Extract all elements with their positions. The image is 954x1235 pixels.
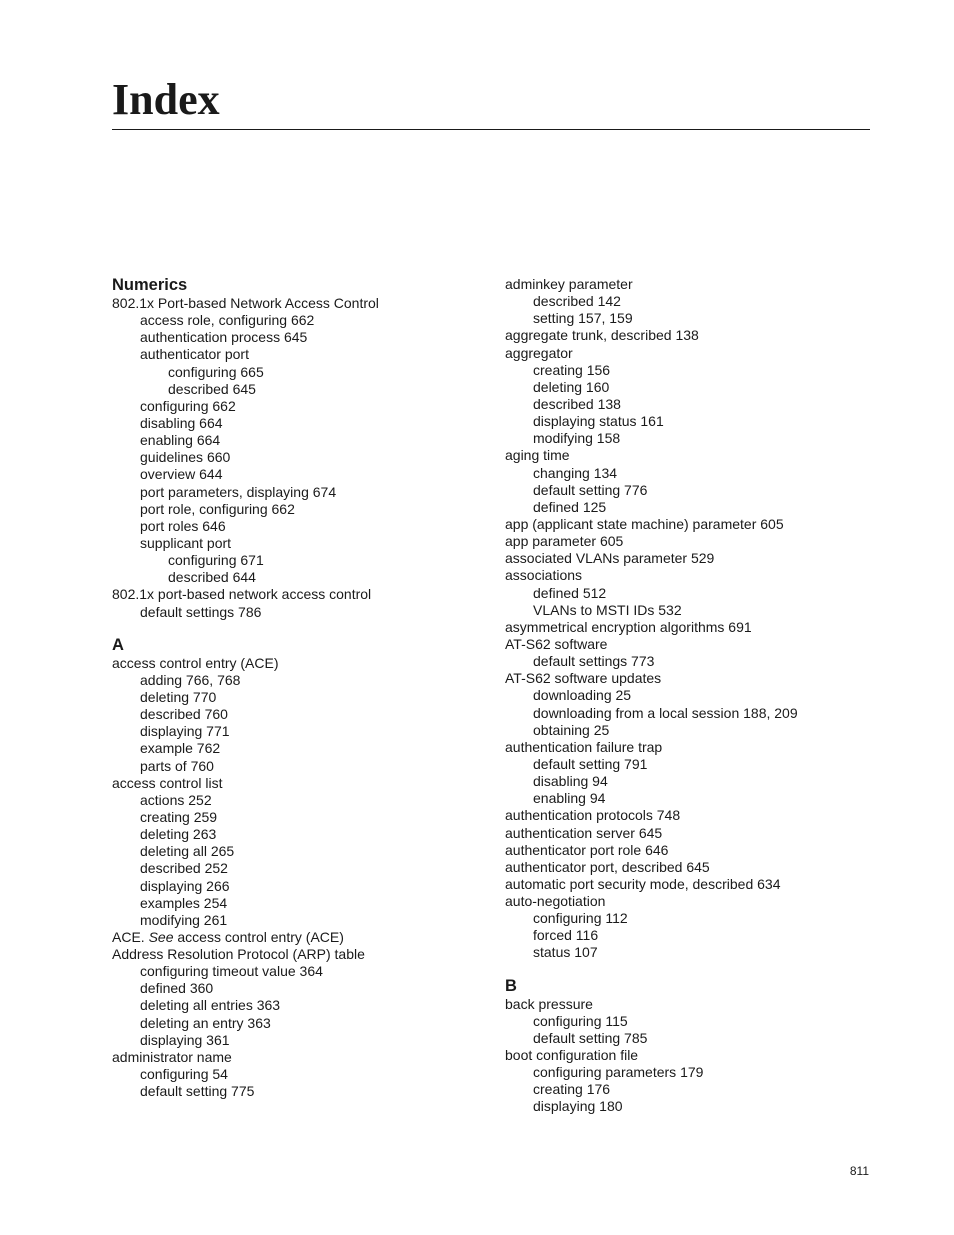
index-subentry: defined 360: [140, 980, 214, 997]
page-number: 811: [849, 1164, 869, 1178]
index-subentry: default setting 775: [140, 1083, 255, 1100]
index-subentry: setting 157, 159: [533, 310, 633, 327]
index-entry: asymmetrical encryption algorithms 691: [505, 618, 752, 635]
index-entry: authentication protocols 748: [505, 807, 681, 824]
index-subentry: deleting all 265: [140, 843, 235, 860]
index-subentry: example 762: [140, 740, 221, 757]
index-subentry: VLANs to MSTI IDs 532: [533, 601, 682, 618]
index-subentry: configuring 112: [533, 910, 628, 927]
index-entry: access control entry (ACE): [112, 654, 279, 671]
index-subentry: enabling 94: [533, 790, 606, 807]
index-subentry: configuring 665: [168, 363, 264, 380]
index-subentry: defined 512: [533, 584, 607, 601]
index-entry: auto-negotiation: [505, 893, 606, 910]
index-subentry: displaying 180: [533, 1098, 623, 1115]
index-subentry: modifying 158: [533, 430, 621, 447]
index-subentry: described 760: [140, 706, 228, 723]
index-entry: associations: [505, 567, 583, 584]
index-subentry: port roles 646: [140, 517, 226, 534]
index-subentry: changing 134: [533, 464, 618, 481]
index-section-heading: B: [505, 976, 517, 995]
see-reference: See: [148, 928, 174, 945]
index-subentry: actions 252: [140, 791, 212, 808]
index-subentry: supplicant port: [140, 534, 232, 551]
index-entry: Address Resolution Protocol (ARP) table: [112, 946, 365, 963]
title-rule: [112, 129, 870, 130]
index-subentry: obtaining 25: [533, 721, 610, 738]
index-subentry: creating 176: [533, 1081, 611, 1098]
index-subentry: defined 125: [533, 498, 607, 515]
index-entry: 802.1x Port-based Network Access Control: [112, 295, 379, 311]
index-subentry: port parameters, displaying 674: [140, 483, 337, 500]
index-entry: 802.1x port-based network access control: [112, 586, 372, 603]
index-subentry: examples 254: [140, 894, 228, 911]
index-subentry: modifying 261: [140, 911, 228, 928]
index-subentry: access role, configuring 662: [140, 312, 315, 329]
index-subentry: authentication process 645: [140, 329, 308, 346]
index-subentry: described 142: [533, 293, 621, 310]
index-subentry: authenticator port: [140, 346, 249, 363]
index-subentry: default setting 785: [533, 1029, 648, 1046]
index-subentry: creating 156: [533, 361, 611, 378]
index-subentry: displaying 771: [140, 723, 230, 740]
index-subentry: described 252: [140, 860, 228, 877]
index-entry-term: ACE.: [112, 928, 149, 945]
index-subentry: adding 766, 768: [140, 671, 241, 688]
index-subentry: creating 259: [140, 808, 218, 825]
index-entry: authentication failure trap: [505, 738, 663, 755]
index-entry: AT-S62 software: [505, 635, 608, 652]
index-entry: associated VLANs parameter 529: [505, 550, 715, 567]
index-entry: boot configuration file: [505, 1047, 639, 1064]
index-entry: access control list: [112, 774, 223, 791]
index-subentry: default settings 786: [140, 603, 262, 620]
index-subentry: downloading from a local session 188, 209: [533, 704, 798, 721]
index-subentry: configuring parameters 179: [533, 1064, 704, 1081]
index-section-heading: Numerics: [112, 276, 188, 294]
index-subentry: enabling 664: [140, 432, 221, 449]
index-subentry: configuring 671: [168, 552, 264, 569]
index-entry: app parameter 605: [505, 533, 624, 550]
index-subentry: default setting 776: [533, 481, 648, 498]
index-subentry: port role, configuring 662: [140, 500, 295, 517]
index-subentry: configuring 662: [140, 397, 236, 414]
index-entry: aggregate trunk, described 138: [505, 327, 699, 344]
index-entry-target: access control entry (ACE): [173, 928, 344, 945]
index-subentry: overview 644: [140, 466, 223, 483]
index-entry: authentication server 645: [505, 824, 663, 841]
index-subentry: disabling 664: [140, 414, 223, 431]
section-gap: [112, 621, 492, 636]
index-subentry: deleting 263: [140, 826, 217, 843]
index-subentry: disabling 94: [533, 773, 608, 790]
index-subentry: deleting an entry 363: [140, 1014, 271, 1031]
index-entry: administrator name: [112, 1048, 232, 1065]
index-entry: back pressure: [505, 995, 593, 1012]
index-entry: automatic port security mode, described 634: [505, 875, 781, 892]
index-subentry: deleting 160: [533, 378, 610, 395]
index-subentry: described 645: [168, 380, 256, 397]
index-entry: [112, 929, 492, 946]
index-subentry: downloading 25: [533, 687, 632, 704]
index-entry: adminkey parameter: [505, 276, 633, 292]
index-subentry: default setting 791: [533, 755, 648, 772]
index-subentry: forced 116: [533, 927, 599, 944]
index-subentry: displaying 266: [140, 877, 230, 894]
index-entry: aging time: [505, 447, 570, 464]
index-entry: aggregator: [505, 344, 573, 361]
index-entry: app (applicant state machine) parameter 605: [505, 515, 784, 532]
index-subentry: status 107: [533, 944, 598, 961]
index-entry: authenticator port role 646: [505, 841, 669, 858]
index-subentry: described 644: [168, 569, 256, 586]
index-section-heading: A: [112, 635, 124, 654]
index-column-right: [505, 276, 885, 1116]
index-subentry: deleting 770: [140, 688, 217, 705]
page-title: Index: [112, 75, 220, 124]
index-entry: authenticator port, described 645: [505, 858, 710, 875]
index-entry: AT-S62 software updates: [505, 670, 662, 687]
section-gap: [505, 962, 885, 977]
index-subentry: deleting all entries 363: [140, 997, 281, 1014]
index-subentry: parts of 760: [140, 757, 214, 774]
index-subentry: configuring 54: [140, 1066, 228, 1083]
index-subentry: configuring timeout value 364: [140, 963, 323, 980]
index-subentry: default settings 773: [533, 653, 655, 670]
index-column-left: [112, 276, 492, 1100]
index-subentry: displaying 361: [140, 1031, 230, 1048]
index-subentry: guidelines 660: [140, 449, 231, 466]
index-subentry: displaying status 161: [533, 413, 664, 430]
index-subentry: configuring 115: [533, 1012, 628, 1029]
index-subentry: described 138: [533, 395, 621, 412]
